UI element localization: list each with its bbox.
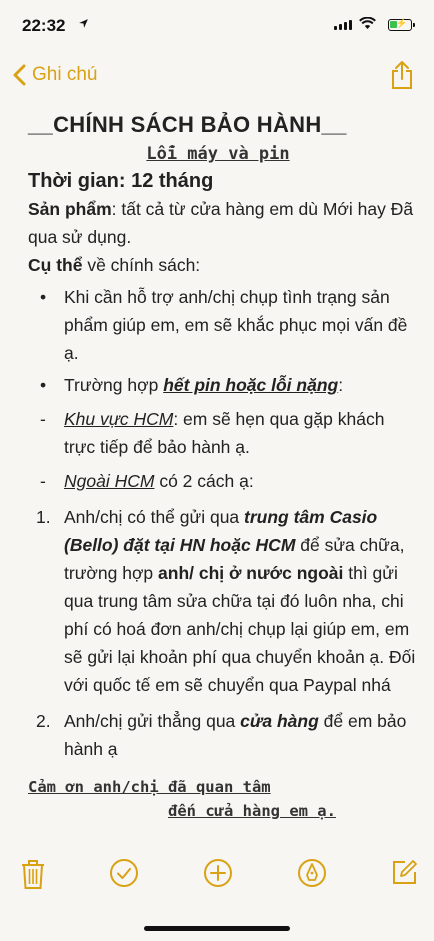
checklist-button[interactable] [109, 858, 139, 893]
delete-button[interactable] [20, 858, 46, 895]
thanks-line-2: đến cửa hàng em ạ. [168, 802, 336, 820]
thanks-line-1: Cảm ơn anh/chị đã quan tâm [28, 778, 271, 796]
back-label: Ghi chú [32, 64, 98, 85]
cellular-signal-icon [334, 20, 352, 30]
trash-icon [20, 858, 46, 890]
share-icon [390, 60, 414, 90]
checkmark-circle-icon [109, 858, 139, 888]
list-item: 1. Anh/chị có thể gửi qua trung tâm Casio (Bello) đặt tại HN hoặc HCM để sửa chữa, trường hợp anh/ chị ở nước ngoài thì gửi qua trung tâm sửa chữa tại đó luôn nha, chi phí có hoá đơn anh/chị chụp lại giúp em, em sẽ gửi lại khoản phí qua chuyển khoản ạ. Đối với quốc tế em sẽ chuyển qua Paypal nhá [36, 507, 416, 695]
list-item: • Khi cần hỗ trợ anh/chị chụp tình trạng sản phẩm giúp em, em sẽ khắc phục mọi vấn đề ạ. [40, 287, 408, 363]
chevron-left-icon [12, 64, 26, 86]
product-paragraph: Sản phẩm: tất cả từ cửa hàng em dù Mới hay Đã qua sử dụng. [28, 199, 414, 247]
back-button[interactable] [12, 64, 97, 86]
note-body[interactable] [28, 112, 418, 823]
note-subtitle: Lỗi máy và pin [146, 144, 290, 164]
warranty-time: Thời gian: 12 tháng [28, 170, 214, 192]
compose-icon [391, 858, 419, 886]
list-item: • Trường hợp hết pin hoặc lỗi nặng: [40, 375, 344, 395]
add-button[interactable] [203, 858, 233, 893]
share-button[interactable] [390, 60, 414, 95]
pen-tip-circle-icon [297, 858, 327, 888]
navigation-bar [0, 52, 434, 100]
note-title: __CHÍNH SÁCH BẢO HÀNH__ [28, 112, 347, 137]
wifi-icon [359, 17, 376, 35]
compose-button[interactable] [391, 858, 419, 891]
list-item: 2. Anh/chị gửi thẳng qua cửa hàng để em bảo hành ạ [36, 711, 407, 759]
bottom-toolbar [0, 852, 434, 902]
list-item: - Khu vực HCM: em sẽ hẹn qua gặp khách trực tiếp để bảo hành ạ. [40, 409, 385, 457]
battery-icon: ⚡ [388, 19, 412, 31]
detail-paragraph: Cụ thể về chính sách: [28, 255, 201, 275]
home-indicator[interactable] [144, 926, 290, 931]
plus-circle-icon [203, 858, 233, 888]
list-item: - Ngoài HCM có 2 cách ạ: [40, 471, 254, 491]
location-arrow-icon [78, 18, 89, 32]
markup-button[interactable] [297, 858, 327, 893]
status-time: 22:32 [22, 16, 66, 35]
status-bar [0, 0, 434, 50]
